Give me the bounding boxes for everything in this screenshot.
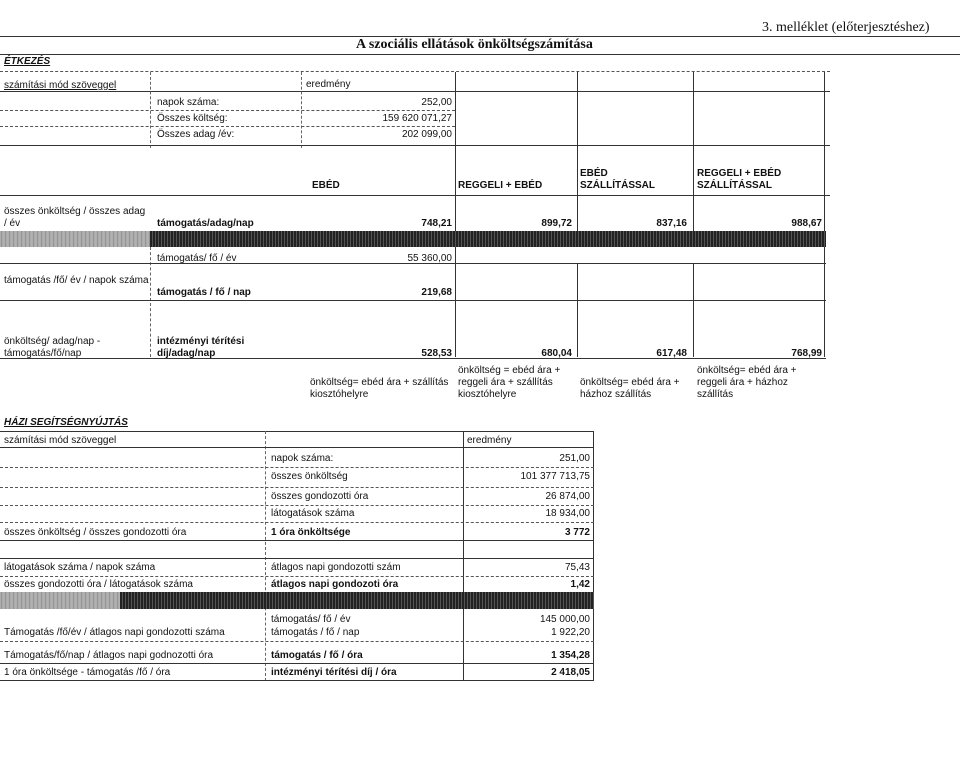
fee-value-ebed: 528,53 (421, 348, 452, 359)
shaded-separator-left (0, 231, 150, 247)
row-label: napok száma: (157, 97, 220, 108)
row-desc: összes gondozotti óra / látogatások száma (4, 579, 193, 590)
method-label-hazi: számítási mód szöveggel (4, 435, 117, 446)
support-desc: támogatás /fő/ év / napok száma (4, 275, 149, 286)
row-label: napok száma: (271, 453, 334, 464)
cost-value-reggeli-ebed-szallitas: 988,67 (791, 218, 822, 229)
cost-value-ebed-szallitas: 837,16 (656, 218, 687, 229)
row-label: átlagos napi gondozoti óra (271, 579, 399, 590)
section-title-hazi: HÁZI SEGÍTSÉGNYÚJTÁS (4, 417, 128, 428)
row-value: 1 922,20 (551, 627, 590, 638)
col-header-ebed: EBÉD (312, 180, 340, 191)
row-value: 101 377 713,75 (520, 471, 590, 482)
support-year-value: 55 360,00 (407, 253, 452, 264)
row-value: 26 874,00 (545, 491, 590, 502)
cost-label: támogatás/adag/nap (157, 218, 254, 229)
result-label-etkezes: eredmény (306, 79, 351, 90)
row-value: 251,00 (559, 453, 590, 464)
row-desc: Támogatás/fő/nap / átlagos napi godnozotti óra (4, 650, 214, 661)
row-desc: Támogatás /fő/év / átlagos napi gondozotti száma (4, 627, 225, 638)
fee-label: intézményi térítési díj/adag/nap (157, 336, 245, 359)
note-reggeli-ebed: önköltség = ebéd ára + reggeli ára + szállítás kiosztóhelyre (458, 365, 561, 400)
row-desc: 1 óra önköltsége - támogatás /fő / óra (4, 667, 171, 678)
page-title: A szociális ellátások önköltségszámítása (356, 37, 593, 52)
note-ebed: önköltség= ebéd ára + szállítás kiosztóhelyre (310, 377, 449, 400)
col-header-reggeli-ebed-szallitas: REGGELI + EBÉD SZÁLLÍTÁSSAL (697, 168, 782, 191)
result-label-hazi: eredmény (467, 435, 512, 446)
fee-desc: önköltség/ adag/nap - támogatás/fő/nap (4, 336, 101, 359)
row-value: 202 099,00 (401, 129, 452, 140)
row-label: 1 óra önköltsége (271, 527, 351, 538)
row-value: 1,42 (570, 579, 590, 590)
row-label: támogatás/ fő / év (271, 614, 351, 625)
support-day-value: 219,68 (421, 287, 452, 298)
cost-value-reggeli-ebed: 899,72 (541, 218, 572, 229)
row-value: 18 934,00 (545, 508, 590, 519)
row-value: 252,00 (421, 97, 452, 108)
shaded-separator-hazi-left (0, 592, 120, 609)
annex-label: 3. melléklet (előterjesztéshez) (762, 20, 930, 35)
row-value: 1 354,28 (551, 650, 590, 661)
row-value: 3 772 (564, 527, 590, 538)
row-desc: összes önköltség / összes gondozotti óra (4, 527, 187, 538)
fee-value-reggeli-ebed-szallitas: 768,99 (791, 348, 822, 359)
row-value: 145 000,00 (539, 614, 590, 625)
method-label-etkezes: számítási mód szöveggel (4, 80, 117, 91)
section-title-etkezes: ÉTKEZÉS (4, 56, 51, 67)
row-label: látogatások száma (271, 508, 355, 519)
row-value: 75,43 (564, 562, 590, 573)
fee-value-ebed-szallitas: 617,48 (656, 348, 687, 359)
col-header-reggeli-ebed: REGGELI + EBÉD (458, 180, 543, 191)
row-desc: látogatások száma / napok száma (4, 562, 156, 573)
row-label: átlagos napi gondozotti szám (271, 562, 401, 573)
cost-desc: összes önköltség / összes adag / év (4, 206, 146, 229)
row-label: összes gondozotti óra (271, 491, 369, 502)
row-value: 159 620 071,27 (382, 113, 452, 124)
note-reggeli-ebed-szallitas: önköltség= ebéd ára + reggeli ára + házhoz szállítás (697, 365, 797, 400)
support-day-label: támogatás / fő / nap (157, 287, 251, 298)
row-label: Összes adag /év: (157, 129, 235, 140)
col-header-ebed-szallitas: EBÉD SZÁLLÍTÁSSAL (580, 168, 655, 191)
row-label: Összes költség: (157, 113, 228, 124)
fee-value-reggeli-ebed: 680,04 (541, 348, 572, 359)
row-label: összes önköltség (271, 471, 348, 482)
note-ebed-szallitas: önköltség= ebéd ára + házhoz szállítás (580, 377, 680, 400)
row-value: 2 418,05 (551, 667, 590, 678)
row-label: támogatás / fő / nap (271, 627, 360, 638)
support-year-label: támogatás/ fő / év (157, 253, 237, 264)
cost-value-ebed: 748,21 (421, 218, 452, 229)
row-label: intézményi térítési díj / óra (271, 667, 397, 678)
row-label: támogatás / fő / óra (271, 650, 363, 661)
